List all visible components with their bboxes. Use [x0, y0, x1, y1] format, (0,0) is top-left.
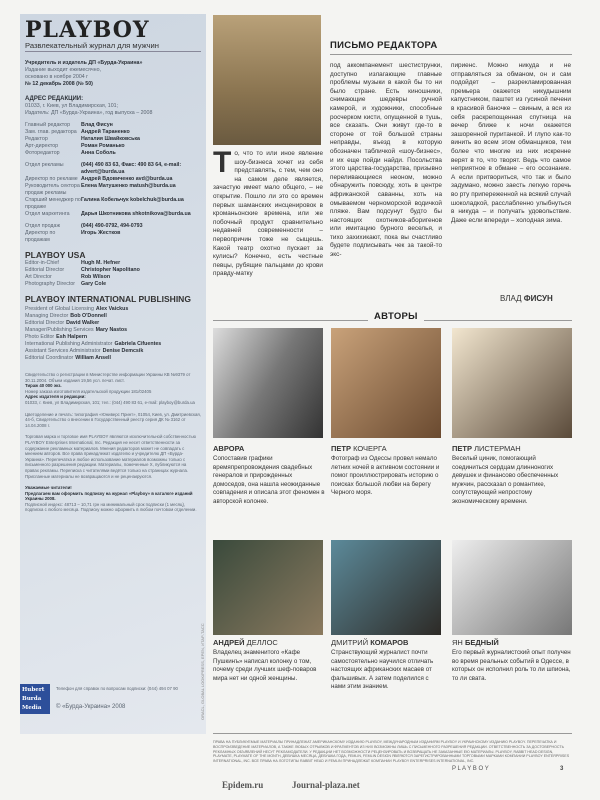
hubert-burda-media-logo: Hubert Burda Media: [20, 684, 50, 714]
name: Denise Demcsik: [102, 348, 144, 354]
role: Editor-in-Chief: [25, 260, 59, 266]
role: Editorial Director: [25, 267, 65, 273]
name: Alex Vaickus: [95, 306, 129, 312]
copyright: © «Бурда-Украина» 2008: [56, 704, 126, 710]
trademark: Торговая марка и торговое имя PLAYBOY являются исключительной собственностью PLAYBOY Enterprises International, Inc. Редакция не несет ответственности за содержание рекламных материалов. Мнения редакторов может не совпадать с мнением авторов. Все права принадлежат издателю и учредителю ДП «Бурда-Украина». Перепечатка и любое использование материалов возможны только с письменного разрешения редакции. Материалы, помеченные X, публикуются на правах рекламы. Переписка с читателями ведётся только на страницах журнала. Присланные материалы не возвращаются и не рецензируются.: [25, 434, 196, 479]
role: Photo Editor: [25, 334, 55, 340]
name: Игорь Жестков: [81, 230, 121, 236]
editorial-title: ПИСЬМО РЕДАКТОРА: [330, 40, 438, 51]
name: Gabriela Cifuentes: [114, 341, 162, 347]
site-link-1[interactable]: Epidem.ru: [222, 780, 264, 790]
issue-number: № 12 декабрь 2008 (№ 50): [25, 81, 93, 87]
author-last: БЕДНЫЙ: [464, 638, 499, 647]
author-photo: [452, 540, 572, 635]
name: Hugh M. Hefner: [81, 260, 121, 266]
role: Редактор: [25, 136, 48, 142]
author-photo: [213, 540, 323, 635]
role: International Publishing Administrator: [25, 341, 113, 347]
name: Gary Cole: [81, 281, 107, 287]
author-first: АНДРЕЙ: [213, 638, 245, 647]
name: William Ansell: [75, 355, 111, 361]
registration: Свидетельство о регистрации в Министерстве информации Украины КВ №9379 от 30.11.2004. Объем издания 19,56 усл. печат. лист.: [25, 372, 191, 383]
role: Арт-директор: [25, 143, 59, 149]
masthead-row: [25, 320, 201, 327]
author-last: ЛИСТЕРМАН: [474, 444, 521, 453]
usa-title: PLAYBOY USA: [25, 250, 86, 260]
role: Главный редактор: [25, 122, 71, 128]
author-name: [213, 444, 244, 453]
role: Отдел продаж: [25, 223, 61, 229]
role: President of Global Licensing: [25, 306, 94, 312]
role: Фоторедактор: [25, 150, 60, 156]
masthead-row: [25, 162, 201, 176]
readers-bold: Предлагаем вам оформить подписку на журнал «Playboy» в каталоге изданий Украины 2008.: [25, 490, 193, 502]
role: Отдел маркетинга: [25, 211, 70, 217]
author-photo: [213, 328, 323, 438]
masthead-row: [25, 136, 201, 143]
role: Старший менеджер по продаже: [25, 197, 81, 210]
monthly: Издание выходит ежемесячно,: [25, 67, 102, 73]
publisher-year: Издатель: ДП «Бурда-Украина», год выпуска – 2008: [25, 110, 153, 116]
author-photo: [452, 328, 572, 438]
name: Влад Фисун: [81, 122, 113, 128]
name: Rob Wilson: [81, 274, 111, 280]
dropcap: Т: [213, 146, 232, 179]
readers-title: Уважаемые читатели!: [25, 485, 72, 491]
editorial-text-1: о, что то или иное явление шоу-бизнеса хочет из себя представлять, с тем, чем оно на самом деле является, зачастую имеет мало общего, – не открытие. Пошло ли это со времен первых шаманских инсценировок в кроманьонские времена, или же побочный продукт сравнительно недавней современности – первопричин тоже не сыщешь. Какой театр охотно пускает за кулисы? Конечно, есть честные певцы, рубящие пальцами до крови правду-матку: [213, 150, 323, 278]
author-first: ПЕТР: [331, 444, 351, 453]
readers-text: Подписной индекс: 48713 – 10,71 грн на минимальный срок подписки (1 месяц), подписка с любого месяца. Подписку можно оформить в любом почтовом отделении.: [25, 501, 197, 513]
name: (044) 490-0792, 494-0793: [81, 223, 143, 229]
address-title: АДРЕС РЕДАКЦИИ:: [25, 96, 84, 102]
name: Christopher Napolitano: [81, 267, 140, 273]
intl-title: PLAYBOY INTERNATIONAL PUBLISHING: [25, 294, 191, 304]
role: Editorial Coordinator: [25, 355, 74, 361]
author-name: [213, 638, 278, 647]
author-last: КОМАРОВ: [370, 638, 409, 647]
name: Esh Halpern: [56, 334, 88, 340]
author-name: [331, 444, 387, 453]
masthead-panel: [20, 14, 206, 734]
author-first: ЯН: [452, 638, 463, 647]
role: Директор по продажам: [25, 230, 56, 243]
author-description: Владелец знаменитого «Кафе Пушкинъ» написал колонку о том, почему среди лучших шеф-поваров мира нет ни одной женщины.: [213, 649, 317, 682]
author-last: ДЕЛЛОС: [246, 638, 278, 647]
role: Photography Director: [25, 281, 76, 287]
role: Editorial Director: [25, 320, 65, 326]
editor-photo: [213, 15, 321, 145]
divider: [213, 733, 572, 734]
name: Наталия Швайковська: [81, 136, 140, 142]
publisher: Учредитель и издатель ДП «Бурда-Украина»: [25, 60, 143, 66]
usa-list: [25, 260, 201, 288]
masthead-row: [25, 129, 201, 136]
name: Дарья Шкотникова shkotnikova@burda.ua: [81, 211, 191, 217]
name: David Walker: [66, 320, 100, 326]
print-info: Цветоделение и печать: типография «Юниверс Принт», 01054, Киев, ул. Дмитриевская, 44-б, Свидетельство о внесении в Государственный реестр серия ДК № 3162 от 14.04.2008 г.: [25, 411, 201, 428]
author-photo: [331, 328, 441, 438]
authors-title: АВТОРЫ: [368, 311, 424, 322]
masthead-row: [25, 267, 201, 274]
masthead-row: [25, 334, 201, 341]
running-head: P L A Y B O Y: [452, 766, 489, 772]
name: Роман Романько: [81, 143, 125, 149]
circulation: Тираж 40 000 экз.: [25, 383, 62, 389]
name: (044) 490 83 63, Факс: 490 83 64, e-mail: advert@burda.ua: [81, 162, 182, 175]
author-last: АВРОРА: [213, 444, 245, 453]
masthead-row: [25, 211, 201, 218]
intl-list: [25, 306, 201, 362]
masthead-row: [25, 150, 201, 157]
role: Manager/Publishing Services: [25, 327, 94, 333]
masthead-row: [25, 197, 201, 211]
pub-address: 01033, г. Киев, ул Владимирская, 101; тел.: (044) 490 83 61, e-mail: playboy@burda.ua: [25, 399, 195, 405]
author-description: Его первый журналистский опыт получен во время реальных событий в Одессе, в которых он исполнил роль то ли шпиона, то ли свата.: [452, 649, 571, 682]
masthead-row: [25, 327, 201, 334]
sig-last: ФИСУН: [523, 294, 553, 303]
staff-list: [25, 122, 201, 157]
role: Managing Director: [25, 313, 69, 319]
site-link-2[interactable]: Journal-plaza.net: [292, 780, 360, 790]
masthead-row: [25, 348, 201, 355]
sig-first: ВЛАД: [500, 294, 522, 303]
subscription-phone: Телефон для справок по вопросам подписки: (044) 494 07 90: [56, 686, 178, 691]
photo-credit: ORACL, GLOBAL LOOK/PRESS, EPEN, ИТАР-ТАСС: [200, 623, 205, 720]
name: Елена Матушенко matush@burda.ua: [81, 183, 176, 189]
masthead-row: [25, 183, 201, 197]
order: Номер заказа изготовителя издательской продукции 181/02405: [25, 388, 152, 394]
author-description: Веселый циник, помогающий соединиться сердцам длинноногих девушек и финансово обеспеченных мужчин, рассказал о романтике, сопутствующей непростому экономическому времени.: [452, 455, 559, 505]
name: Анна Соболь: [81, 150, 116, 156]
role: Assistant Services Administrator: [25, 348, 101, 354]
founded: основано в ноябре 2004 г: [25, 74, 89, 80]
legal-notice: ПРАВА НА ПУБЛИКУЕМЫЕ МАТЕРИАЛЫ ПРИНАДЛЕЖАТ АМЕРИКАНСКОМУ ИЗДАНИЮ PLAYBOY, МЕЖДУНАРОДНЫМ ИЗДАНИЯМ PLAYBOY И УКРАИНСКОМУ ИЗДАНИЮ PLAYBOY. ПЕРЕПЕЧАТКА И ВОСПРОИЗВЕДЕНИЕ МАТЕРИАЛОВ, А ТАКЖЕ ЛЮБЫХ ОТРЫВКОВ И ФРАГМЕНТОВ ИЗ НИХ ВОЗМОЖНЫ ЛИШЬ С ПИСЬМЕННОГО РАЗРЕШЕНИЯ РЕДАКЦИИ. ОТВЕТСТВЕННОСТЬ ЗА ДОСТОВЕРНОСТЬ РЕКЛАМНЫХ ОБЪЯВЛЕНИЙ НЕСУТ РЕКЛАМОДАТЕЛИ. У РЕДАКЦИИ НЕТ ВОЗМОЖНОСТИ РЕЦЕНЗИРОВАТЬ И ВОЗВРАЩАТЬ НЕ ЗАКАЗАННЫЕ ЕЮ МАТЕРИАЛЫ. PLAYBOY, RABBIT HEAD DESIGN, PLAYMATE, PLAYMATE OF THE MONTH, ДЕВУШКА МЕСЯЦА, ДЕВУШКА ГОДА, FEMLIN, FEMLIN DESIGN ЯВЛЯЮТСЯ ЗАРЕГИСТРИРОВАННЫМИ ТОРГОВЫМИ МАРКАМИ КОМПАНИИ PLAYBOY ENTERPRISES INTERNATIONAL, INC. ВСЕ ПРАВА НА ЛОГОТИПЫ RABBIT HEAD И FEMLIN ПРИНАДЛЕЖАТ КОМПАНИИ PLAYBOY ENTERPRISES INTERNATIONAL, INC.: [213, 740, 570, 764]
tagline: Развлекательный журнал для мужчин: [25, 42, 201, 52]
masthead-row: [25, 355, 201, 362]
author-last: КОЧЕРГА: [353, 444, 387, 453]
masthead-row: [25, 306, 201, 313]
masthead-row: [25, 176, 201, 183]
author-first: ПЕТР: [452, 444, 472, 453]
role: Зам. глав. редактора: [25, 129, 77, 135]
name: Андрей Тараненко: [81, 129, 130, 135]
editorial-col-3: пириенс. Можно никуда и не отправляться за обманом, он и сам подойдет – разрекламированная премьера окажется никудышним капустником, паштет из гусиной печени в красивой баночке – свиным, а вся из себя раскрепощенная спутница на вечер ближе к ночи окажется зашоренной пуританкой. И глупо как-то винить во всем этом обманщиков, тем более что многие из них искренне верят в то, что творят. Ведь что самое неприятное в обмане – его осознание. А если притвориться, что так и было задумано, можно заесть легкую горечь во рту припереженной на всякий случай шоколадкой, расслабленно улыбнуться в никуда – и получать удовольствие. Даже если впереди – холодная зима.: [451, 62, 571, 224]
role: Art Director: [25, 274, 52, 280]
name: Андрей Вдовиченко avd@burda.ua: [81, 176, 173, 182]
address: 01033, г. Киев, ул Владимирская, 101;: [25, 103, 119, 109]
role: Руководитель сектора продаж рекламы: [25, 183, 80, 196]
author-photo: [331, 540, 441, 635]
page-number: 3: [560, 766, 564, 772]
name: Галина Кобельчук kobelchuk@burda.ua: [81, 197, 184, 203]
divider: [330, 54, 572, 55]
role: Директор по рекламе: [25, 176, 78, 182]
author-description: Сопоставив графики времяпрепровождения свадебных генералов и прирожденных домоседов, она нашла неожиданные совпадения и описала этот феномен в авторской колонке.: [213, 455, 325, 505]
masthead-row: [25, 260, 201, 267]
author-name: [452, 638, 499, 647]
sales-list: [25, 223, 201, 244]
masthead-row: [25, 341, 201, 348]
masthead-row: [25, 281, 201, 288]
editorial-col-2: под аккомпанемент шестиструнки, доступно излагающие главные проблемы музыки в какой бы то ни было стране. Есть киношники, снимающие шедевры ручной камерой, и художники, способные росчерком кисти, опущенной в тушь, все сказать. Они живут где-то в стороне от той большой страны неправды, въезд в которую обозначен табличкой «шоу-бизнес», и их еще пойди найди. Посольства этого царства-государства, призывно переливающиеся неоном, можно обнаружить повсюду, хоть в центре африканской саванны, хоть на омываемом черноморской водичкой пляже. Вам подсунут будто бы настоящих охотников-аборигенов или имитацию бурного веселья, и тихо захихикают, пока вы счастливо будете подписывать чек за такой-то экс-: [330, 62, 442, 259]
author-description: Фотограф из Одессы провел немало летних ночей в активном состоянии и помог проиллюстрировать историю о поисках большой любви на берегу Черного моря.: [331, 455, 440, 497]
author-name: [331, 638, 408, 647]
author-first: ДМИТРИЙ: [331, 638, 369, 647]
masthead-row: [25, 143, 201, 150]
editorial-col-1: [213, 146, 323, 279]
masthead-row: [25, 230, 201, 244]
name: Bob O'Donnell: [70, 313, 107, 319]
masthead-row: [25, 274, 201, 281]
pub-address-title: Адрес издателя и редакции:: [25, 394, 86, 400]
name: Mary Nastos: [95, 327, 128, 333]
author-name: [452, 444, 521, 453]
ads-list: [25, 162, 201, 218]
masthead-row: [25, 122, 201, 129]
masthead-row: [25, 223, 201, 230]
playboy-logo: PLAYBOY: [25, 17, 150, 43]
role: Отдел рекламы: [25, 162, 64, 168]
author-description: Странствующий журналист почти самостоятельно научился отличать настоящих африканских масаев от фальшивых. А затем поделился с нами этим знанием.: [331, 649, 434, 691]
signature: [500, 294, 553, 303]
masthead-row: [25, 313, 201, 320]
